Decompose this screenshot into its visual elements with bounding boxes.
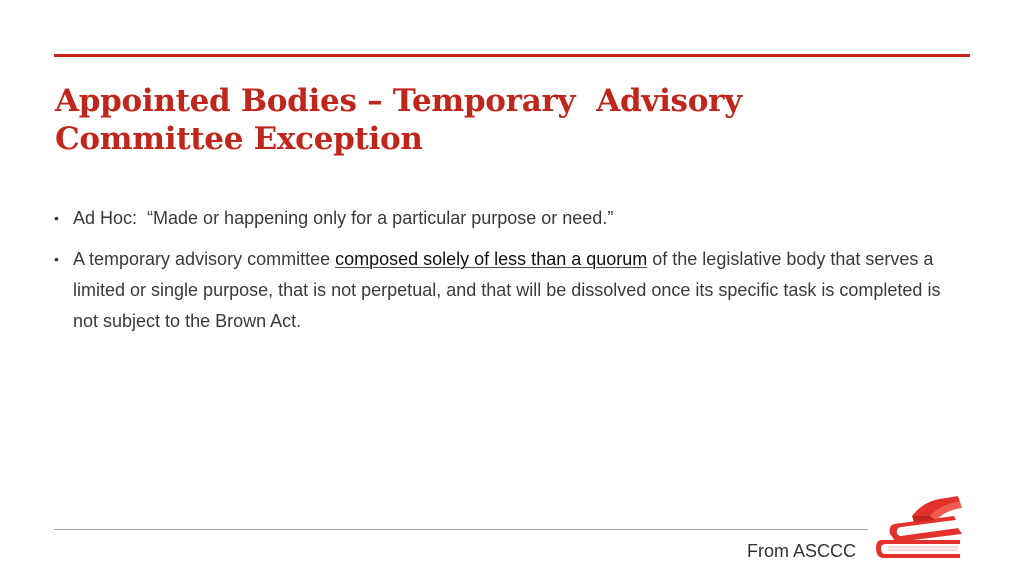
footer-source-text: From ASCCC (747, 541, 857, 561)
slide-title (55, 82, 915, 158)
bullet-text-emphasis-quorum: composed solely of less than a quorum (335, 249, 648, 269)
bullet-item-ad-hoc (54, 203, 954, 234)
slide-title-line-1: Appointed Bodies – Temporary Advisory (55, 83, 742, 119)
bullet-list (54, 203, 954, 347)
bullet-item-temporary-committee (54, 244, 954, 337)
bullet-marker: • (54, 251, 59, 267)
bullet-marker: • (54, 210, 59, 226)
footer-divider (54, 529, 868, 530)
bullet-text-end: of the legislative body that serves a limited or single purpose, that is not perpetual, and that will be dissolved once its specific task is completed is not subject to the Brown Act. (73, 249, 941, 331)
top-accent-rule (54, 54, 970, 57)
stacked-books-logo-icon (872, 494, 972, 566)
slide-title-line-2: Committee Exception (55, 121, 423, 157)
bullet-text-start: A temporary advisory committee (73, 249, 336, 269)
bullet-text-ad-hoc: Ad Hoc: “Made or happening only for a particular purpose or need.” (73, 208, 614, 228)
